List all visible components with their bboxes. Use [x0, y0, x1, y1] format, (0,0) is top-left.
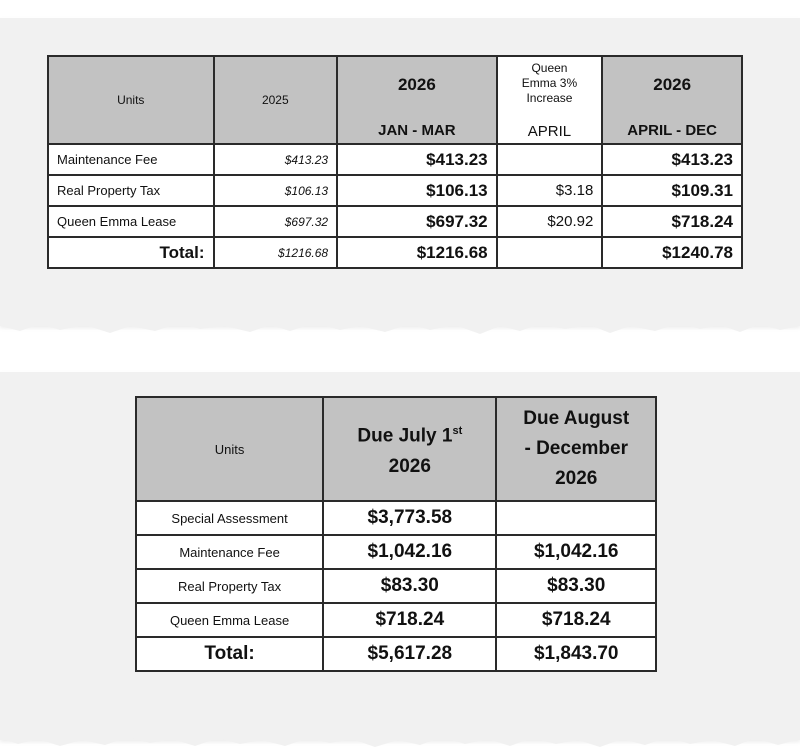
- jan-mar-year: 2026: [397, 75, 436, 94]
- total-row: Total: $1216.68 $1216.68 $1240.78: [48, 237, 742, 268]
- table-row: Queen Emma Lease $697.32 $697.32 $20.92 $718.24: [48, 206, 742, 237]
- table-row: Special Assessment $3,773.58: [136, 501, 656, 535]
- total-row: Total: $5,617.28 $1,843.70: [136, 637, 656, 671]
- table-row: Maintenance Fee $1,042.16 $1,042.16: [136, 535, 656, 569]
- april-dec-year: 2026: [653, 75, 692, 94]
- table-row: Queen Emma Lease $718.24 $718.24: [136, 603, 656, 637]
- table-row: Maintenance Fee $413.23 $413.23 $413.23: [48, 144, 742, 175]
- table-header-row: [136, 397, 656, 501]
- torn-edge: [0, 316, 800, 338]
- table-header-row: [48, 56, 742, 144]
- table-row: Real Property Tax $83.30 $83.30: [136, 569, 656, 603]
- april-label: APRIL: [527, 123, 572, 140]
- due-august-december-header: Due August - December 2026: [496, 397, 656, 501]
- table-row: Real Property Tax $106.13 $106.13 $3.18 $109.31: [48, 175, 742, 206]
- jan-mar-range: JAN - MAR: [378, 122, 456, 139]
- jan-mar-header: [337, 56, 497, 144]
- units-header: Units: [136, 397, 323, 501]
- units-header: Units: [48, 56, 214, 144]
- due-july-header: Due July 1st 2026: [323, 397, 496, 501]
- april-dec-header: [602, 56, 742, 144]
- year-2025-header: 2025: [214, 56, 338, 144]
- special-assessment-table: [135, 396, 657, 672]
- fees-2025-2026-table: [47, 55, 743, 269]
- queen-emma-increase-header: Queen Emma 3% Increase APRIL: [497, 56, 603, 144]
- april-dec-range: APRIL - DEC: [627, 122, 718, 139]
